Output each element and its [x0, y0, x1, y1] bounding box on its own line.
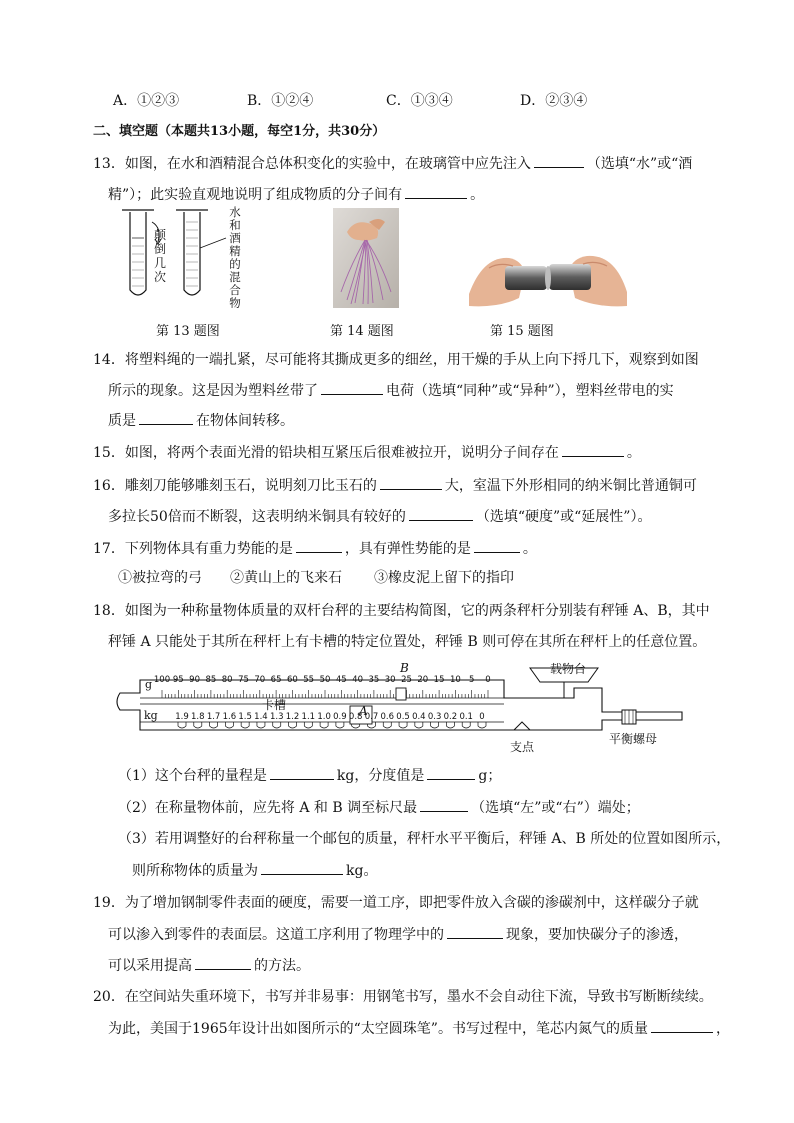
q17-blank2 [474, 538, 520, 553]
q18-blank3 [420, 797, 468, 812]
q19-text-a: 可以渗入到零件的表面层。这道工序利用了物理学中的 [108, 927, 444, 943]
fig14-plastic-strands-photo [333, 208, 399, 308]
q17-option-3: ③橡皮泥上留下的指印 [374, 570, 514, 586]
q17-text-a: 17．下列物体具有重力势能的是 [93, 541, 293, 557]
q18-sub3-line2 [132, 860, 377, 881]
q18-blank2 [427, 765, 475, 780]
q18-line1: 18．如图为一种称量物体质量的双杆台秤的主要结构简图，它的两条秤杆分别装有秤锤 A、B，其中 [93, 603, 710, 619]
bottom-tick-label: 1.1 [301, 712, 316, 722]
q15-blank [562, 442, 624, 457]
top-tick-label: 10 [449, 675, 461, 685]
fig13-mixture-char: 酒 [229, 231, 241, 245]
fig13-caption: 第 13 题图 [156, 324, 220, 339]
q13-blank1 [534, 153, 584, 168]
bottom-tick-label: 1.5 [238, 712, 252, 722]
bottom-tick-label: 1.7 [206, 712, 221, 722]
fig15-caption: 第 15 题图 [490, 324, 554, 339]
q14-line3 [108, 410, 294, 431]
fig13-mixture-char: 的 [229, 257, 241, 271]
q13-text-a: 13．如图，在水和酒精混合总体积变化的实验中，在玻璃管中应先注入 [93, 156, 531, 172]
bottom-tick-label: 0 [479, 712, 485, 722]
q19-line3 [108, 955, 310, 976]
q12-option-d: D．②③④ [520, 93, 588, 109]
top-tick-labels [112, 675, 684, 691]
fig13-flip-char: 颠 [153, 228, 166, 242]
bottom-tick-label: 0.5 [396, 712, 410, 722]
q13-line2 [108, 184, 484, 205]
q16-text-a: 16．雕刻刀能够雕刻玉石，说明刻刀比玉石的 [93, 478, 377, 494]
q19-blank1 [447, 924, 503, 939]
q13-text-c: 精”）；此实验直观地说明了组成物质的分子间有 [108, 187, 403, 203]
top-tick-label: 5 [468, 675, 475, 685]
top-tick-label: 45 [335, 675, 347, 685]
top-tick-label: 85 [205, 675, 217, 685]
label-b: B [400, 661, 409, 675]
q13-blank2 [405, 184, 467, 199]
top-tick-label: 40 [352, 675, 364, 685]
q20-line1: 20．在空间站失重环境下，书写并非易事：用钢笔书写，墨水不会自动往下流，导致书写断断续续。 [93, 989, 713, 1005]
bottom-tick-label: 1.8 [191, 712, 205, 722]
fig13-mixture-char: 物 [229, 296, 241, 310]
top-tick-label: 30 [384, 675, 396, 685]
bottom-tick-label: 0.4 [412, 712, 426, 722]
q20-text-b: ， [715, 1021, 730, 1037]
q14-blank2 [139, 410, 193, 425]
q16-line1 [93, 475, 697, 496]
bottom-tick-label: 0.2 [443, 712, 458, 722]
q18-sub3-text-b: kg。 [346, 863, 378, 879]
q19-blank2 [195, 955, 251, 970]
fig14-caption: 第 14 题图 [330, 324, 394, 339]
top-tick-label: 80 [221, 675, 233, 685]
top-tick-label: 25 [401, 675, 412, 685]
q18-line2: 秤锤 A 只能处于其所在秤杆上有卡槽的特定位置处，秤锤 B 则可停在其所在秤杆上的任意位置。 [108, 634, 707, 650]
bottom-tick-label: 1.4 [254, 712, 268, 722]
bottom-tick-label: 0.8 [348, 712, 363, 722]
top-tick-label: 60 [286, 675, 298, 685]
q16-blank1 [380, 475, 442, 490]
fig13-flip-label [153, 228, 167, 284]
q18-blank4 [261, 860, 343, 875]
label-pivot: 支点 [510, 740, 535, 754]
q17-option-2: ②黄山上的飞来石 [230, 570, 342, 586]
q15-line [93, 442, 641, 463]
scale-bottom-unit: kg [144, 709, 158, 722]
top-tick-label: 75 [238, 675, 249, 685]
bottom-tick-label: 0.6 [380, 712, 395, 722]
label-a: A [359, 704, 368, 718]
q17-line1 [93, 538, 537, 559]
q14-text-d: 在物体间转移。 [196, 413, 294, 429]
bottom-tick-label: 1.3 [269, 712, 284, 722]
q18-sub1-text-a: （1）这个台秤的量程是 [118, 768, 267, 784]
q17-text-c: 。 [522, 541, 537, 557]
q18-sub1-text-b: kg，分度值是 [336, 768, 425, 784]
bottom-tick-label: 1.0 [317, 712, 331, 722]
bottom-tick-label: 1.2 [285, 712, 300, 722]
q18-sub2-text-a: （2）在称量物体前，应先将 A 和 B 调至标尺最 [118, 800, 418, 816]
q14-text-c: 质是 [108, 413, 136, 429]
label-platform: 载物台 [550, 662, 587, 676]
q18-sub3-line1: （3）若用调整好的台秤称量一个邮包的质量，秤杆水平平衡后，秤锤 A、B 所处的位置如图所示， [118, 831, 731, 847]
q20-text-a: 为此，美国于1965年设计出如图所示的“太空圆珠笔”。书写过程中，笔芯内氮气的质量 [108, 1021, 648, 1037]
top-tick-label: 35 [368, 675, 380, 685]
q19-text-c: 可以采用提高 [108, 958, 192, 974]
q14-blank1 [321, 380, 383, 395]
bottom-tick-label: 1.9 [175, 712, 189, 722]
top-tick-label: 90 [189, 675, 201, 685]
q12-option-c: C．①③④ [386, 93, 453, 109]
q19-line1: 19．为了增加钢制零件表面的硬度，需要一道工序，即把零件放入含碳的渗碳剂中，这样碳分子就 [93, 895, 699, 911]
top-tick-label: 70 [254, 675, 266, 685]
q16-line2 [108, 506, 651, 527]
q14-text-b: 电荷（选填“同种”或“异种”），塑料丝带电的实 [386, 383, 674, 399]
top-tick-label: 20 [417, 675, 429, 685]
q18-sub2-text-b: （选填“左”或“右”）端处； [471, 800, 640, 816]
q17-blank1 [296, 538, 342, 553]
top-tick-label: 95 [172, 675, 184, 685]
q16-text-d: （选填“硬度”或“延展性”）。 [475, 509, 652, 525]
q18-sub1-text-c: g； [478, 768, 502, 784]
fig13-flip-char: 几 [153, 256, 166, 270]
fig13-mixture-char: 精 [229, 244, 241, 258]
bottom-tick-label: 0.1 [459, 712, 473, 722]
fig13-flip-char: 次 [153, 270, 166, 284]
q15-text-a: 15．如图，将两个表面光滑的铅块相互紧压后很难被拉开，说明分子间存在 [93, 445, 559, 461]
q17-option-1: ①被拉弯的弓 [118, 570, 202, 586]
top-tick-label: 100 [153, 675, 171, 685]
top-tick-label: 50 [319, 675, 331, 685]
q17-text-b: ，具有弹性势能的是 [344, 541, 471, 557]
q19-text-d: 的方法。 [254, 958, 310, 974]
bottom-tick-label: 0.9 [333, 712, 347, 722]
q18-sub1 [118, 765, 501, 786]
bottom-tick-label: 0.7 [364, 712, 379, 722]
q15-text-b: 。 [626, 445, 641, 461]
q20-line2 [108, 1018, 730, 1039]
top-tick-label: 55 [303, 675, 315, 685]
fig13-mixture-char: 和 [229, 218, 241, 232]
bottom-tick-label: 1.6 [222, 712, 237, 722]
q14-line1: 14．将塑料绳的一端扎紧，尽可能将其撕成更多的细丝，用干燥的手从上向下捋几下，观察到如图 [93, 352, 699, 368]
q13-line1 [93, 153, 692, 174]
label-slot: 卡槽 [262, 698, 287, 712]
fig13-mixture-char: 混 [229, 270, 241, 284]
q14-text-a: 所示的现象。这是因为塑料丝带了 [108, 383, 318, 399]
top-tick-label: 15 [433, 675, 445, 685]
q13-text-b: （选填“水”或“酒 [586, 156, 693, 172]
q14-line2 [108, 380, 674, 401]
label-nut: 平衡螺母 [609, 732, 658, 746]
section-heading: 二、填空题（本题共13小题，每空1分，共30分） [93, 124, 386, 139]
q16-blank2 [409, 506, 473, 521]
top-tick-label: 65 [270, 675, 282, 685]
bottom-tick-label: 0.3 [427, 712, 442, 722]
q12-option-b: B．①②④ [247, 93, 314, 109]
top-tick-label: 0 [485, 675, 491, 685]
q18-blank1 [270, 765, 334, 780]
fig15-lead-blocks-photo [469, 248, 627, 308]
q18-sub2 [118, 797, 640, 818]
q16-text-c: 多拉长50倍而不断裂，这表明纳米铜具有较好的 [108, 509, 406, 525]
scale-top-unit: g [145, 678, 153, 691]
q13-text-d: 。 [470, 187, 485, 203]
fig13-mixture-char: 合 [229, 283, 241, 297]
fig13-mixture-char: 水 [229, 205, 241, 219]
bottom-tick-labels [112, 714, 684, 724]
q18-sub3-text-a: 则所称物体的质量为 [132, 863, 258, 879]
q16-text-b: 大，室温下外形相同的纳米铜比普通铜可 [444, 478, 697, 494]
fig13-flip-char: 倒 [153, 242, 166, 256]
fig13-mixture-label [228, 206, 242, 310]
q20-blank [651, 1018, 713, 1033]
q19-line2 [108, 924, 688, 945]
q12-option-a: A．①②③ [113, 93, 180, 109]
q19-text-b: 现象，要加快碳分子的渗透， [506, 927, 688, 943]
